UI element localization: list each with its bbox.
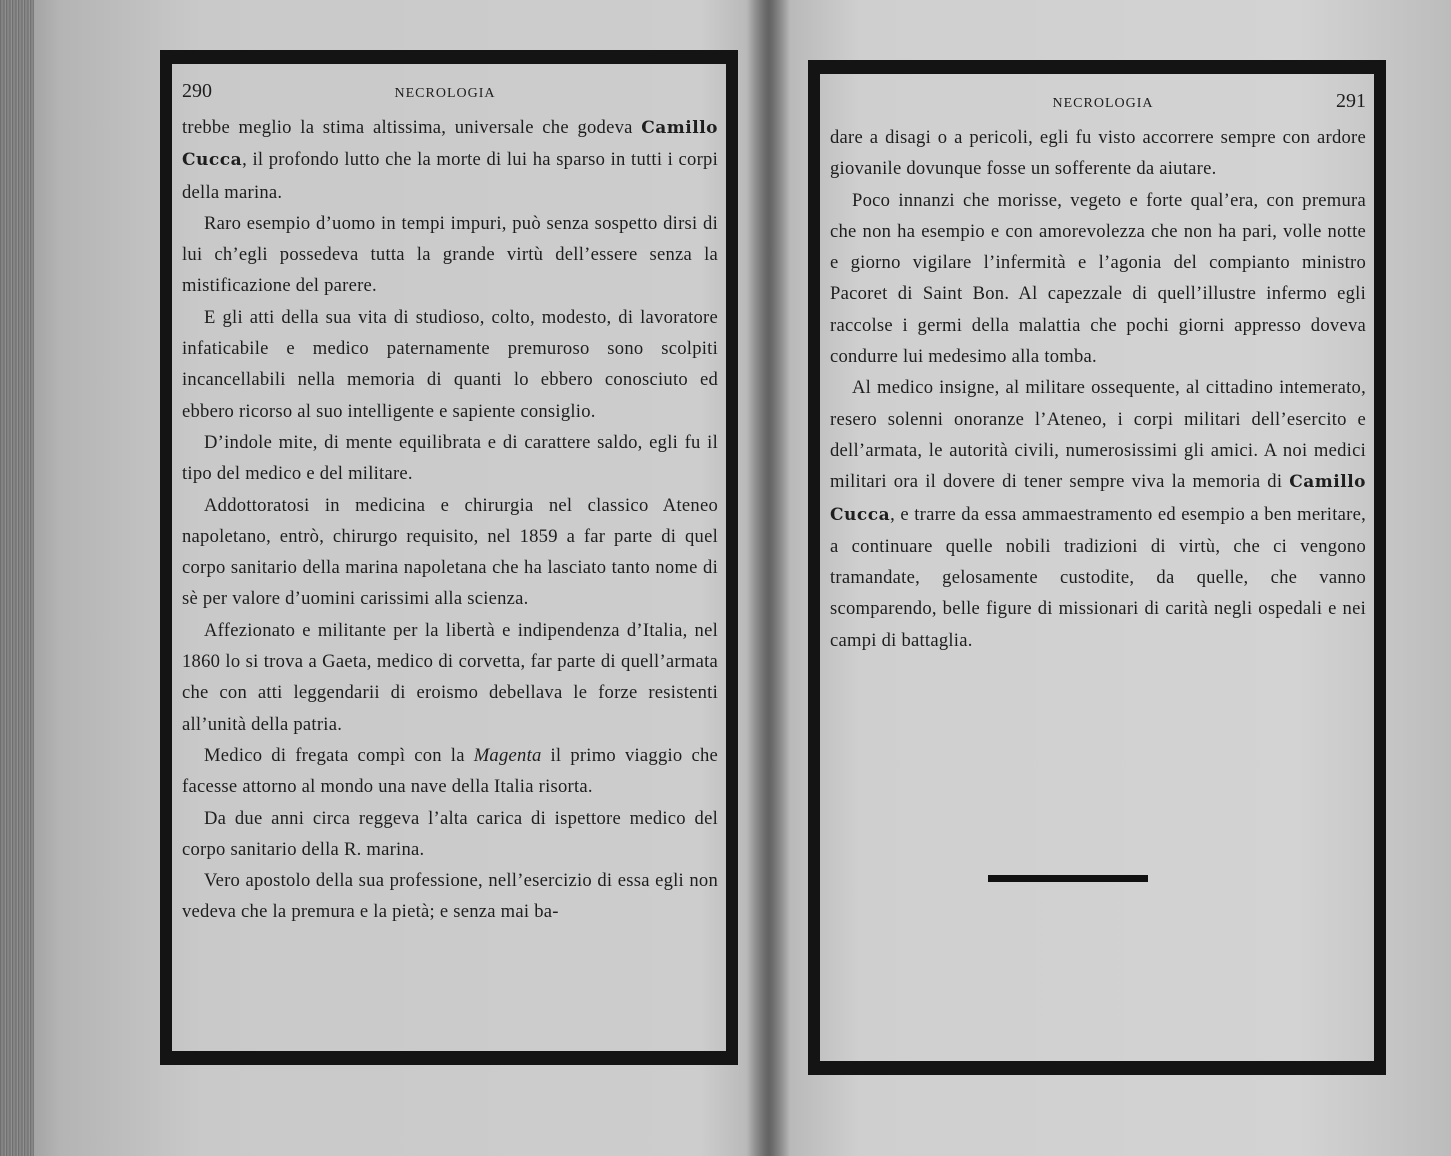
running-head: NECROLOGIA bbox=[1052, 96, 1154, 111]
right-page-content bbox=[830, 90, 1366, 1045]
mourning-border-right bbox=[1374, 60, 1386, 1075]
text-segment: il primo viaggio che facesse attorno al mondo una nave della Italia risorta. bbox=[182, 744, 718, 798]
paragraph bbox=[182, 865, 718, 928]
mourning-border-top bbox=[808, 60, 1386, 74]
page-number: 290 bbox=[182, 80, 212, 102]
right-page-header bbox=[830, 90, 1366, 122]
person-name: Camillo Cucca bbox=[182, 118, 718, 171]
left-page-header bbox=[182, 80, 718, 112]
text-segment: Medico di fregata compì con la bbox=[204, 744, 474, 766]
mourning-border-left bbox=[808, 60, 820, 1075]
right-page-body bbox=[830, 122, 1366, 656]
text-segment: Affezionato e militante per la libertà e indipendenza d’Italia, nel 1860 lo si trova a Gaeta, medico di corvetta, far parte di quell’armata che con atti leggendarii di eroismo debellava le forze resistenti all’unità della patria. bbox=[182, 619, 718, 735]
text-segment: D’indole mite, di mente equilibrata e di carattere saldo, egli fu il tipo del medico e del militare. bbox=[182, 431, 718, 485]
text-segment: Addottoratosi in medicina e chirurgia nel classico Ateneo napoletano, entrò, chirurgo requisito, nel 1859 a far parte di quel corpo sanitario della marina napoletana che ha lasciato tanto nome di sè per valore d’uomini carissimi alla scienza. bbox=[182, 494, 718, 610]
paragraph bbox=[182, 490, 718, 615]
paragraph bbox=[182, 803, 718, 866]
paragraph bbox=[830, 372, 1366, 656]
text-segment: Vero apostolo della sua professione, nell’esercizio di essa egli non vedeva che la premura e la pietà; e senza mai ba- bbox=[182, 870, 718, 923]
page-number: 291 bbox=[1336, 90, 1366, 112]
end-rule bbox=[988, 875, 1148, 882]
mourning-border-left bbox=[160, 50, 172, 1065]
paragraph bbox=[182, 615, 718, 740]
left-page bbox=[160, 50, 738, 1065]
person-name: Camillo Cucca bbox=[830, 472, 1366, 525]
right-page bbox=[808, 60, 1386, 1075]
text-segment: Raro esempio d’uomo in tempi impuri, può senza sospetto dirsi di lui ch’egli possedeva tutta la grande virtù dell’essere senza la mistificazione del parere. bbox=[182, 212, 718, 297]
paragraph bbox=[182, 427, 718, 490]
text-segment: , e trarre da essa ammaestramento ed esempio a ben meritare, a continuare quelle nobili tradizioni di virtù, che ci vengono tramandate, gelosamente custodite, da quelle, che vanno scomparendo, belle figure di missionari di carità negli ospedali e nei campi di battaglia. bbox=[830, 503, 1366, 651]
paragraph bbox=[182, 302, 718, 427]
paragraph bbox=[182, 112, 718, 208]
paragraph bbox=[830, 122, 1366, 185]
running-head: NECROLOGIA bbox=[394, 86, 496, 101]
left-page-content bbox=[182, 80, 718, 1035]
left-page-body bbox=[182, 112, 718, 928]
text-segment: Al medico insigne, al militare ossequente, al cittadino intemerato, resero solenni onoranze l’Ateneo, i corpi militari dell’esercito e dell’armata, le autorità civili, numerosissimi gli amici. A noi medici militari ora il dovere di tener sempre viva la memoria di bbox=[830, 377, 1366, 493]
book-gutter bbox=[746, 0, 790, 1156]
text-segment: Da due anni circa reggeva l’alta carica di ispettore medico del corpo sanitario della R. marina. bbox=[182, 807, 718, 860]
text-segment: Poco innanzi che morisse, vegeto e forte qual’era, con premura che non ha esempio e con amorevolezza che non ha pari, volle notte e giorno vigilare l’infermità e l’agonia del compianto ministro Pacoret di Saint Bon. Al capezzale di quell’illustre infermo egli raccolse i germi della malattia che pochi giorni appresso doveva condurre lui medesimo alla tomba. bbox=[830, 189, 1366, 368]
ship-name: Magenta bbox=[473, 744, 542, 766]
mourning-border-right bbox=[726, 50, 738, 1065]
paragraph bbox=[182, 208, 718, 302]
mourning-border-bottom bbox=[808, 1061, 1386, 1075]
text-segment: dare a disagi o a pericoli, egli fu visto accorrere sempre con ardore giovanile dovunque fosse un sofferente da aiutare. bbox=[830, 127, 1366, 180]
text-segment: , il profondo lutto che la morte di lui ha sparso in tutti i corpi della marina. bbox=[182, 149, 718, 203]
mourning-border-top bbox=[160, 50, 738, 64]
text-segment: E gli atti della sua vita di studioso, colto, modesto, di lavoratore infaticabile e medico paternamente premuroso sono scolpiti incancellabili nella memoria di quanti lo ebbero conosciuto ed ebbero ricorso al suo intelligente e sapiente consiglio. bbox=[182, 306, 718, 422]
mourning-border-bottom bbox=[160, 1051, 738, 1065]
paragraph bbox=[182, 740, 718, 803]
page-edges bbox=[0, 0, 34, 1156]
paragraph bbox=[830, 185, 1366, 373]
text-segment: trebbe meglio la stima altissima, universale che godeva bbox=[182, 117, 642, 138]
